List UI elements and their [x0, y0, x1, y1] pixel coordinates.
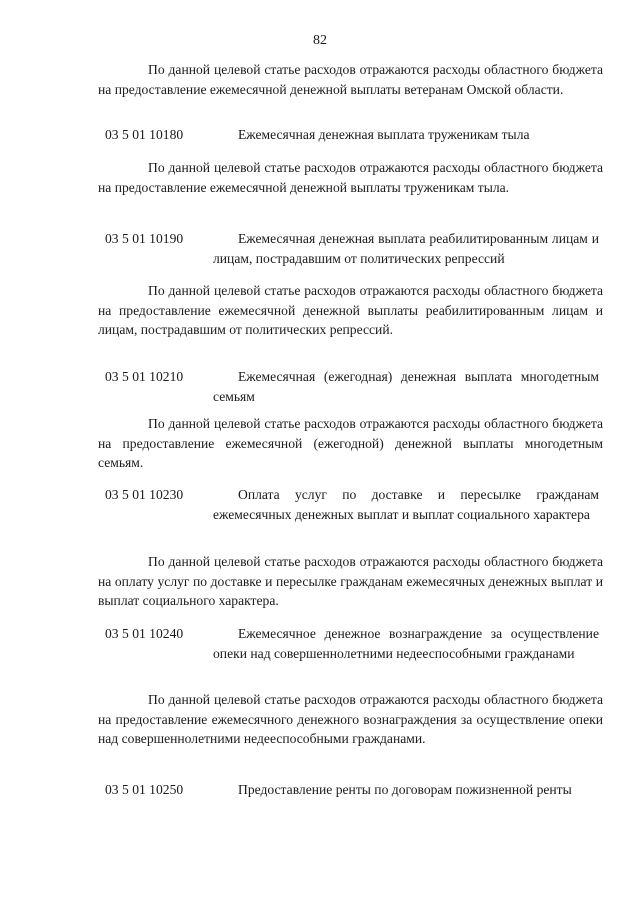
entry-code-10250: 03 5 01 10250 [105, 782, 184, 797]
entry-title-10230: Оплата услуг по доставке и пересылке гражданам ежемесячных денежных выплат и выплат социального характера [213, 487, 599, 522]
entry-title-10240: Ежемесячное денежное вознаграждение за осуществление опеки над совершеннолетними недееспособными гражданами [213, 626, 599, 661]
paragraph-veterans: По данной целевой статье расходов отражаются расходы областного бюджета на предоставление ежемесячной денежной выплаты ветеранам Омской области. [98, 62, 603, 97]
entry-title-10210: Ежемесячная (ежегодная) денежная выплата многодетным семьям [213, 369, 599, 404]
paragraph-home-front-workers: По данной целевой статье расходов отражаются расходы областного бюджета на предоставление ежемесячной денежной выплаты труженикам тыла. [98, 160, 603, 195]
entry-title-10190: Ежемесячная денежная выплата реабилитированным лицам и лицам, пострадавшим от политических репрессий [213, 231, 599, 266]
entry-title-10180: Ежемесячная денежная выплата труженикам тыла [238, 127, 530, 142]
entry-code-10180: 03 5 01 10180 [105, 127, 184, 142]
paragraph-guardianship: По данной целевой статье расходов отражаются расходы областного бюджета на предоставление ежемесячного денежного вознаграждения за осуществление опеки над совершеннолетними недееспособными гражданами. [98, 692, 603, 746]
entry-code-10230: 03 5 01 10230 [105, 487, 184, 502]
paragraph-large-families: По данной целевой статье расходов отражаются расходы областного бюджета на предоставление ежемесячной (ежегодной) денежной выплаты многодетным семьям. [98, 416, 603, 470]
entry-code-10240: 03 5 01 10240 [105, 626, 184, 641]
paragraph-rehabilitated: По данной целевой статье расходов отражаются расходы областного бюджета на предоставление ежемесячной денежной выплаты реабилитированным лицам и лицам, пострадавшим от политических репрессий. [98, 283, 603, 337]
paragraph-delivery-services: По данной целевой статье расходов отражаются расходы областного бюджета на оплату услуг по доставке и пересылке гражданам ежемесячных денежных выплат и выплат социального характера. [98, 554, 603, 608]
page-number: 82 [313, 33, 327, 48]
entry-title-10250: Предоставление ренты по договорам пожизненной ренты [238, 782, 572, 797]
entry-code-10190: 03 5 01 10190 [105, 231, 184, 246]
entry-code-10210: 03 5 01 10210 [105, 369, 184, 384]
